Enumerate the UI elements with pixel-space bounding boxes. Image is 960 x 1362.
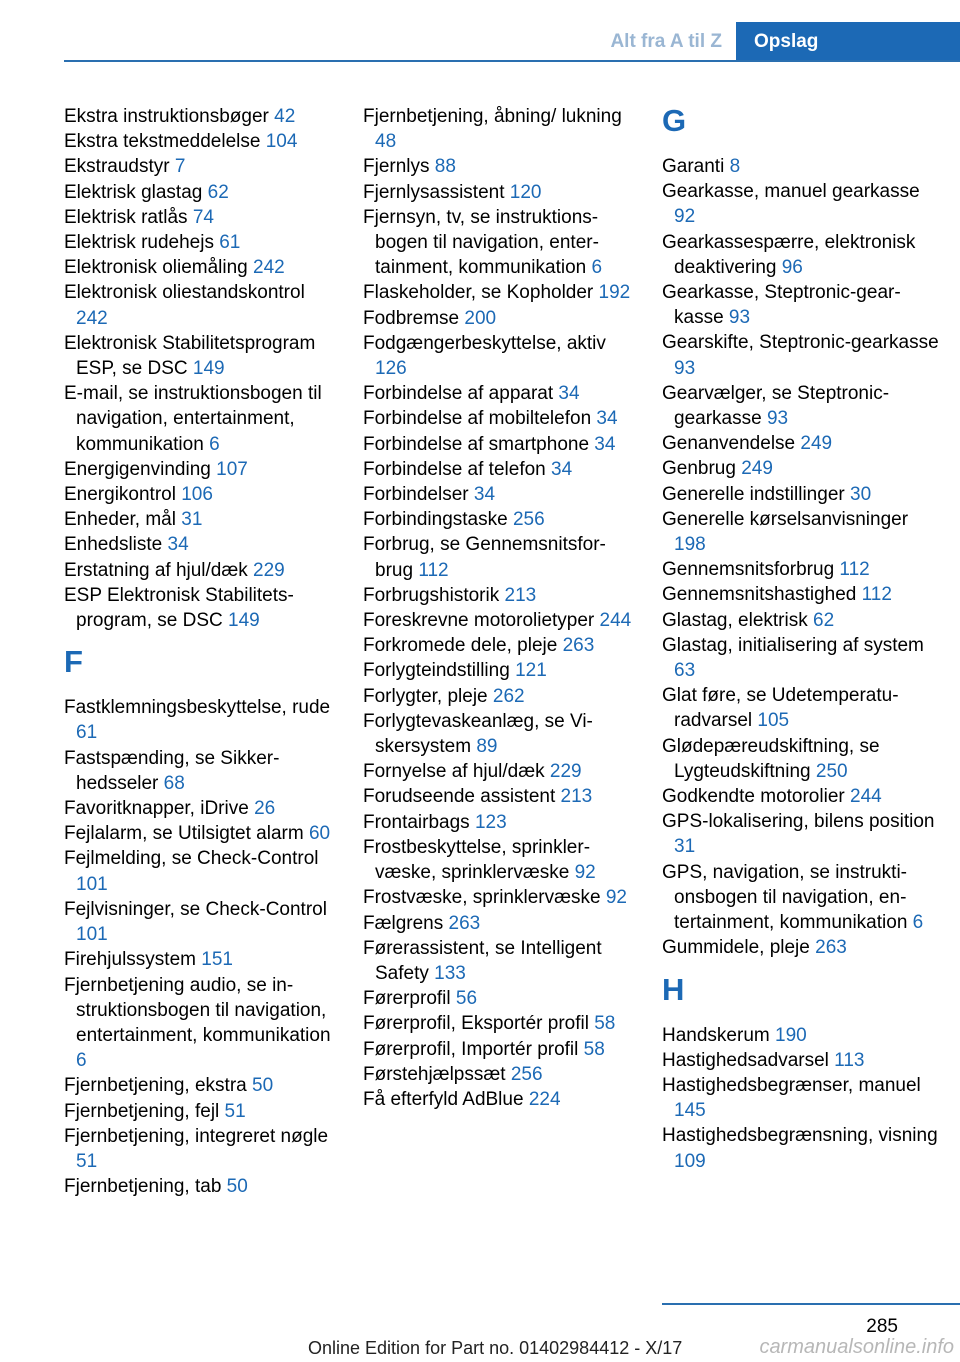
index-entry bbox=[662, 1073, 942, 1123]
index-letter-heading: F bbox=[64, 644, 83, 680]
index-entry bbox=[363, 784, 635, 809]
index-entry bbox=[64, 482, 336, 507]
index-entry bbox=[64, 331, 336, 381]
index-entry-term: Elektrisk glastag bbox=[64, 181, 208, 203]
index-page-link[interactable]: 68 bbox=[163, 772, 185, 794]
index-page-link[interactable]: 101 bbox=[76, 924, 108, 946]
index-entry-term: Garanti bbox=[662, 156, 730, 177]
index-page-link[interactable]: 121 bbox=[515, 660, 547, 682]
index-entry bbox=[64, 821, 336, 846]
index-entry-term: Erstatning af hjul/dæk bbox=[64, 559, 254, 581]
index-page-link[interactable]: 61 bbox=[76, 722, 98, 744]
index-page-link[interactable]: 93 bbox=[728, 307, 751, 329]
index-entry bbox=[363, 835, 635, 885]
index-entry-term: Godkendte motorolier bbox=[662, 786, 850, 808]
index-entry-term: Glødepæreudskiftning, se Lygteudskiftning bbox=[662, 735, 880, 782]
index-entry bbox=[662, 179, 942, 229]
index-entry-term: Fejlalarm, se Utilsigtet alarm bbox=[64, 823, 309, 845]
index-entry-term: Forlygtevaskeanlæg, se Viskersystem bbox=[363, 710, 593, 758]
index-entry-term: Elektronisk oliestandskontrol bbox=[64, 282, 305, 304]
page-number: 285 bbox=[866, 1316, 898, 1337]
index-entry-term: Ekstraudstyr bbox=[64, 156, 175, 178]
index-entry bbox=[64, 897, 336, 947]
index-page-link[interactable]: 92 bbox=[674, 206, 696, 228]
index-page-link[interactable]: 93 bbox=[674, 357, 696, 379]
index-entry bbox=[64, 104, 336, 129]
index-entry bbox=[662, 1023, 942, 1048]
index-entry bbox=[64, 796, 336, 821]
index-entry bbox=[363, 280, 635, 305]
index-entry bbox=[363, 482, 635, 507]
index-entry-term: Frostvæske, sprinklervæske bbox=[363, 887, 606, 909]
index-page-link[interactable]: 224 bbox=[528, 1088, 561, 1110]
index-entry-term: Forudseende assistent bbox=[363, 786, 561, 808]
index-page-link[interactable]: 151 bbox=[201, 949, 233, 971]
index-page-link[interactable]: 242 bbox=[76, 307, 108, 329]
index-entry-term: Gearkasse, Steptronic-gearkasse bbox=[662, 282, 901, 329]
index-page-link[interactable]: 244 bbox=[599, 610, 632, 632]
index-entry bbox=[363, 457, 635, 482]
index-entry bbox=[363, 381, 635, 406]
index-entry-term: Forbindelse af telefon bbox=[363, 458, 552, 480]
index-entry bbox=[662, 633, 942, 683]
index-entry bbox=[363, 810, 635, 835]
index-page-link[interactable]: 34 bbox=[558, 383, 580, 405]
index-entry-term: GPS-lokalisering, bilens position bbox=[662, 811, 935, 833]
index-entry-term: Hastighedsadvarsel bbox=[662, 1049, 835, 1071]
index-entry bbox=[363, 331, 635, 381]
index-page-link[interactable]: 6 bbox=[209, 433, 220, 455]
index-page-link[interactable]: 51 bbox=[224, 1100, 246, 1122]
index-entry-term: Fornyelse af hjul/dæk bbox=[363, 761, 550, 783]
index-entry bbox=[363, 911, 635, 936]
index-entry-term: Forbindelse af apparat bbox=[363, 383, 559, 405]
index-entry bbox=[64, 255, 336, 280]
index-entry bbox=[662, 809, 942, 859]
index-entry bbox=[363, 1062, 635, 1087]
index-entry bbox=[662, 456, 942, 481]
index-page-link[interactable]: 107 bbox=[216, 458, 248, 480]
index-page-link[interactable]: 112 bbox=[861, 584, 892, 606]
index-entry-term: Forlygteindstilling bbox=[363, 660, 516, 682]
index-entry-term: Handskerum bbox=[662, 1024, 775, 1046]
index-entry bbox=[64, 695, 336, 745]
index-entry-term: Fjernlysassistent bbox=[363, 181, 510, 203]
index-entry bbox=[64, 558, 336, 583]
edition-note: Online Edition for Part no. 01402984412 - X/17 bbox=[308, 1338, 683, 1358]
index-page-link[interactable]: 34 bbox=[594, 433, 616, 455]
index-entry bbox=[662, 582, 942, 607]
index-entry-term: Få efterfyld AdBlue bbox=[363, 1088, 529, 1110]
index-page-link[interactable]: 88 bbox=[434, 156, 456, 178]
index-entry bbox=[363, 936, 635, 986]
index-entry bbox=[64, 1099, 336, 1124]
index-entry bbox=[363, 633, 635, 658]
index-entry bbox=[363, 205, 635, 281]
index-entry-term: Generelle indstillinger bbox=[662, 483, 850, 505]
index-page-link[interactable]: 101 bbox=[76, 873, 108, 895]
index-entry-term: Glat føre, se Udetemperaturadvarsel bbox=[662, 685, 899, 732]
index-letter-heading: H bbox=[662, 971, 685, 1007]
index-entry-term: Flaskeholder, se Kopholder bbox=[363, 282, 599, 304]
index-page-link[interactable]: 120 bbox=[509, 181, 542, 203]
index-page-link[interactable]: 92 bbox=[574, 862, 596, 884]
index-entry-term: Førerassistent, se Intelligent Safety bbox=[363, 937, 602, 984]
index-page-link[interactable]: 92 bbox=[605, 887, 627, 909]
index-entry bbox=[64, 154, 336, 179]
index-page-link[interactable]: 51 bbox=[76, 1150, 98, 1172]
index-entry bbox=[64, 457, 336, 482]
index-entry bbox=[662, 330, 942, 380]
index-entry-term: Fjernbetjening audio, se instruktionsbogen til navigation, entertainment, kommunikation bbox=[64, 974, 331, 1046]
index-entry-term: Firehjulssystem bbox=[64, 949, 202, 971]
index-page-link[interactable]: 6 bbox=[912, 912, 924, 934]
index-page-link[interactable]: 58 bbox=[583, 1038, 605, 1060]
index-page-link[interactable]: 26 bbox=[254, 798, 276, 820]
index-entry bbox=[662, 482, 942, 507]
index-entry-term: Fjernbetjening, fejl bbox=[64, 1100, 225, 1122]
index-entry bbox=[363, 684, 635, 709]
index-entry-term: Gearskifte, Steptronic-gearkasse bbox=[662, 332, 939, 354]
index-entry bbox=[363, 306, 635, 331]
index-entry bbox=[662, 431, 942, 456]
index-page-link[interactable]: 50 bbox=[252, 1075, 274, 1097]
index-entry bbox=[64, 846, 336, 896]
index-entry-term: GPS, navigation, se instruktionsbogen til navigation, entertainment, kommunikation bbox=[662, 861, 913, 934]
index-entry bbox=[363, 507, 635, 532]
index-entry bbox=[64, 1073, 336, 1098]
index-page-link[interactable]: 56 bbox=[455, 988, 478, 1010]
index-entry bbox=[363, 583, 635, 608]
index-entry bbox=[64, 180, 336, 205]
index-entry-term: Elektrisk rudehejs bbox=[64, 232, 220, 254]
index-page-link[interactable]: 31 bbox=[674, 836, 696, 858]
opslag-tab: Opslag bbox=[736, 22, 960, 62]
index-entry-term: Energigenvinding bbox=[64, 458, 217, 480]
index-entry bbox=[662, 608, 942, 633]
index-page-link[interactable]: 48 bbox=[375, 131, 397, 153]
index-entry-term: Glastag, elektrisk bbox=[662, 609, 813, 631]
index-entry-term: Hastighedsbegrænsning, visning bbox=[662, 1125, 938, 1147]
index-entry-term: Energikontrol bbox=[64, 484, 182, 506]
index-entry-term: Forbrugshistorik bbox=[363, 584, 505, 606]
index-entry-term: Gennemsnitshastighed bbox=[662, 584, 862, 606]
index-page-link[interactable]: 50 bbox=[226, 1176, 248, 1198]
index-entry bbox=[662, 154, 942, 179]
index-page-link[interactable]: 263 bbox=[815, 937, 847, 959]
index-entry-term: Fastklemningsbeskyttelse, rude bbox=[64, 697, 331, 719]
index-entry-term: Førerprofil, Importér profil bbox=[363, 1038, 584, 1060]
index-page-link[interactable]: 30 bbox=[850, 483, 872, 505]
index-entry bbox=[363, 180, 635, 205]
index-entry-term: Førerprofil, Eksportér profil bbox=[363, 1013, 595, 1035]
index-entry-term: Hastighedsbegrænser, manuel bbox=[662, 1074, 921, 1096]
index-entry-term: Genbrug bbox=[662, 458, 742, 480]
index-entry-term: Fodgængerbeskyttelse, aktiv bbox=[363, 332, 606, 354]
index-entry bbox=[64, 205, 336, 230]
index-entry-term: Ekstra tekstmeddelelse bbox=[64, 131, 266, 153]
index-entry bbox=[363, 709, 635, 759]
index-page-link[interactable]: 262 bbox=[492, 685, 525, 707]
index-entry-term: Forkromede dele, pleje bbox=[363, 635, 563, 657]
index-entry-term: Fjernbetjening, integreret nøgle bbox=[64, 1125, 329, 1147]
index-entry-term: Forbindingstaske bbox=[363, 509, 513, 531]
index-entry bbox=[64, 381, 336, 457]
index-entry bbox=[363, 1011, 635, 1036]
index-page-link[interactable]: 192 bbox=[598, 282, 631, 304]
index-entry-term: Fjernlys bbox=[363, 156, 435, 178]
index-entry bbox=[662, 734, 942, 784]
index-entry-term: Favoritknapper, iDrive bbox=[64, 798, 255, 820]
index-entry bbox=[64, 1174, 336, 1199]
index-entry bbox=[64, 746, 336, 796]
index-page-link[interactable]: 61 bbox=[219, 232, 241, 254]
index-entry-term: Frontairbags bbox=[363, 811, 475, 833]
index-page-link[interactable]: 31 bbox=[181, 509, 203, 531]
index-page-link[interactable]: 34 bbox=[473, 484, 496, 506]
index-entry bbox=[363, 104, 635, 154]
index-entry-term: Fjernbetjening, ekstra bbox=[64, 1075, 252, 1097]
index-page-link[interactable]: 34 bbox=[167, 534, 189, 556]
index-entry-term: Førerprofil bbox=[363, 988, 456, 1010]
index-column-2 bbox=[363, 104, 635, 1112]
index-entry-term: Fejlvisninger, se Check-Control bbox=[64, 898, 327, 920]
index-page-link[interactable]: 62 bbox=[207, 181, 229, 203]
index-page-link[interactable]: 198 bbox=[674, 534, 706, 556]
index-page-link[interactable]: 145 bbox=[674, 1100, 706, 1122]
index-entry bbox=[662, 860, 942, 936]
index-entry-term: Forbrug, se Gennemsnitsforbrug bbox=[363, 534, 606, 581]
index-entry-term: Fjernbetjening, tab bbox=[64, 1176, 227, 1198]
index-entry bbox=[662, 230, 942, 280]
index-page-link[interactable]: 74 bbox=[192, 206, 214, 228]
index-page-link[interactable]: 200 bbox=[464, 307, 497, 329]
index-entry-term: E-mail, se instruktionsbogen til navigation, entertainment, kommunikation bbox=[64, 383, 322, 455]
index-entry-term: ESP Elektronisk Stabilitetsprogram, se DSC bbox=[64, 584, 294, 632]
index-entry bbox=[662, 1048, 942, 1073]
index-page-link[interactable]: 42 bbox=[274, 106, 296, 127]
index-entry-term: Fælgrens bbox=[363, 912, 449, 934]
index-page-link[interactable]: 249 bbox=[800, 433, 833, 455]
index-page-link[interactable]: 133 bbox=[434, 962, 466, 984]
index-entry bbox=[363, 154, 635, 179]
index-entry bbox=[64, 230, 336, 255]
watermark: carmanualsonline.info bbox=[759, 1336, 954, 1358]
index-entry bbox=[363, 1037, 635, 1062]
index-page-link[interactable]: 229 bbox=[549, 761, 582, 783]
index-entry-term: Førstehjælpssæt bbox=[363, 1063, 511, 1085]
index-column-1 bbox=[64, 104, 336, 1199]
index-page-link[interactable]: 105 bbox=[757, 710, 790, 732]
index-entry-term: Elektrisk ratlås bbox=[64, 206, 193, 228]
index-page-link[interactable]: 242 bbox=[253, 257, 285, 279]
index-page-link[interactable]: 190 bbox=[775, 1024, 807, 1046]
index-page-link[interactable]: 250 bbox=[815, 760, 848, 782]
index-page-link[interactable]: 229 bbox=[253, 559, 285, 581]
index-page-link[interactable]: 62 bbox=[813, 609, 835, 631]
index-page-link[interactable]: 112 bbox=[418, 559, 449, 581]
index-entry bbox=[662, 507, 942, 557]
index-page-link[interactable]: 249 bbox=[741, 458, 773, 480]
index-entry-term: Fjernbetjening, åbning/ lukning bbox=[363, 106, 622, 127]
index-entry bbox=[662, 557, 942, 582]
index-page-link[interactable]: 213 bbox=[560, 786, 593, 808]
index-entry bbox=[662, 784, 942, 809]
index-page-link[interactable]: 8 bbox=[729, 156, 741, 177]
index-page-link[interactable]: 263 bbox=[562, 635, 595, 657]
index-entry-term: Forbindelse af mobiltelefon bbox=[363, 408, 597, 430]
index-page-link[interactable]: 123 bbox=[474, 811, 507, 833]
index-page-link[interactable]: 149 bbox=[228, 610, 260, 632]
index-entry bbox=[64, 507, 336, 532]
index-page-link[interactable]: 213 bbox=[504, 584, 537, 606]
index-page-link[interactable]: 7 bbox=[174, 156, 186, 178]
index-entry-term: Fodbremse bbox=[363, 307, 465, 329]
index-page-link[interactable]: 96 bbox=[781, 256, 803, 278]
index-entry-term: Gummidele, pleje bbox=[662, 937, 816, 959]
index-page-link[interactable]: 126 bbox=[375, 358, 407, 380]
index-entry bbox=[64, 947, 336, 972]
index-entry bbox=[363, 406, 635, 431]
index-page-link[interactable]: 256 bbox=[512, 509, 545, 531]
index-page-link[interactable]: 89 bbox=[476, 736, 498, 758]
index-page-link[interactable]: 244 bbox=[850, 786, 882, 808]
index-letter-heading: G bbox=[662, 103, 687, 138]
index-page-link[interactable]: 34 bbox=[551, 458, 573, 480]
index-page-link[interactable]: 149 bbox=[192, 358, 225, 380]
index-entry bbox=[662, 935, 942, 960]
header-rule bbox=[64, 60, 960, 62]
index-page-link[interactable]: 113 bbox=[834, 1049, 865, 1071]
index-entry-term: Enhedsliste bbox=[64, 534, 168, 556]
index-entry bbox=[64, 583, 336, 633]
index-entry bbox=[363, 1087, 635, 1112]
index-page-link[interactable]: 104 bbox=[265, 131, 298, 153]
index-page-link[interactable]: 93 bbox=[766, 408, 789, 430]
index-entry-term: Gennemsnitsforbrug bbox=[662, 559, 840, 581]
footer-rule bbox=[662, 1303, 960, 1305]
index-entry bbox=[64, 532, 336, 557]
index-entry bbox=[363, 759, 635, 784]
index-entry-term: Gearkassespærre, elektronisk deaktivering bbox=[662, 231, 916, 278]
index-page-link[interactable]: 256 bbox=[510, 1063, 543, 1085]
index-entry bbox=[662, 683, 942, 733]
index-entry bbox=[64, 1124, 336, 1174]
index-entry bbox=[363, 885, 635, 910]
index-entry-term: Generelle kørselsanvisninger bbox=[662, 508, 909, 530]
index-page-link[interactable]: 263 bbox=[448, 912, 481, 934]
index-page-link[interactable]: 63 bbox=[674, 660, 696, 682]
index-entry bbox=[363, 658, 635, 683]
index-entry-term: Fejlmelding, se Check-Control bbox=[64, 848, 319, 870]
index-entry-term: Foreskrevne motorolietyper bbox=[363, 610, 600, 632]
index-entry bbox=[662, 280, 942, 330]
index-page-link[interactable]: 109 bbox=[674, 1150, 706, 1172]
index-entry bbox=[363, 986, 635, 1011]
index-entry-term: Gearkasse, manuel gearkasse bbox=[662, 181, 920, 203]
index-entry bbox=[64, 280, 336, 330]
index-entry-term: Forbindelser bbox=[363, 484, 474, 506]
index-entry-term: Forbindelse af smartphone bbox=[363, 433, 595, 455]
index-entry-term: Elektronisk Stabilitetsprogram ESP, se DSC bbox=[64, 332, 316, 380]
index-entry bbox=[64, 973, 336, 1074]
index-entry bbox=[363, 608, 635, 633]
index-entry-term: Glastag, initialisering af system bbox=[662, 634, 924, 656]
index-entry bbox=[662, 1123, 942, 1173]
index-entry-term: Forlygter, pleje bbox=[363, 685, 493, 707]
index-page-link[interactable]: 58 bbox=[594, 1013, 616, 1035]
index-column-3 bbox=[662, 104, 942, 1174]
index-entry-term: Ekstra instruktionsbøger bbox=[64, 106, 275, 127]
index-entry bbox=[363, 432, 635, 457]
index-page-link[interactable]: 6 bbox=[76, 1050, 87, 1072]
index-entry-term: Gearvælger, se Steptronic-gearkasse bbox=[662, 382, 890, 430]
index-entry bbox=[363, 532, 635, 582]
index-entry-term: Frostbeskyttelse, sprinklervæske, sprinklervæske bbox=[363, 836, 591, 884]
index-entry-term: Enheder, mål bbox=[64, 509, 182, 531]
index-page-link[interactable]: 6 bbox=[591, 257, 603, 279]
index-entry-term: Fjernsyn, tv, se instruktionsbogen til navigation, entertainment, kommunikation bbox=[363, 206, 599, 279]
index-entry bbox=[662, 381, 942, 431]
index-page-link[interactable]: 112 bbox=[839, 559, 870, 581]
index-entry-term: Genanvendelse bbox=[662, 433, 801, 455]
index-entry-term: Elektronisk oliemåling bbox=[64, 257, 254, 279]
index-page-link[interactable]: 106 bbox=[181, 484, 213, 506]
index-page-link[interactable]: 34 bbox=[596, 408, 618, 430]
index-entry bbox=[64, 129, 336, 154]
index-entry-term: Fastspænding, se Sikkerhedsseler bbox=[64, 747, 280, 794]
section-tab: Alt fra A til Z bbox=[610, 31, 722, 52]
index-page-link[interactable]: 60 bbox=[308, 823, 331, 845]
